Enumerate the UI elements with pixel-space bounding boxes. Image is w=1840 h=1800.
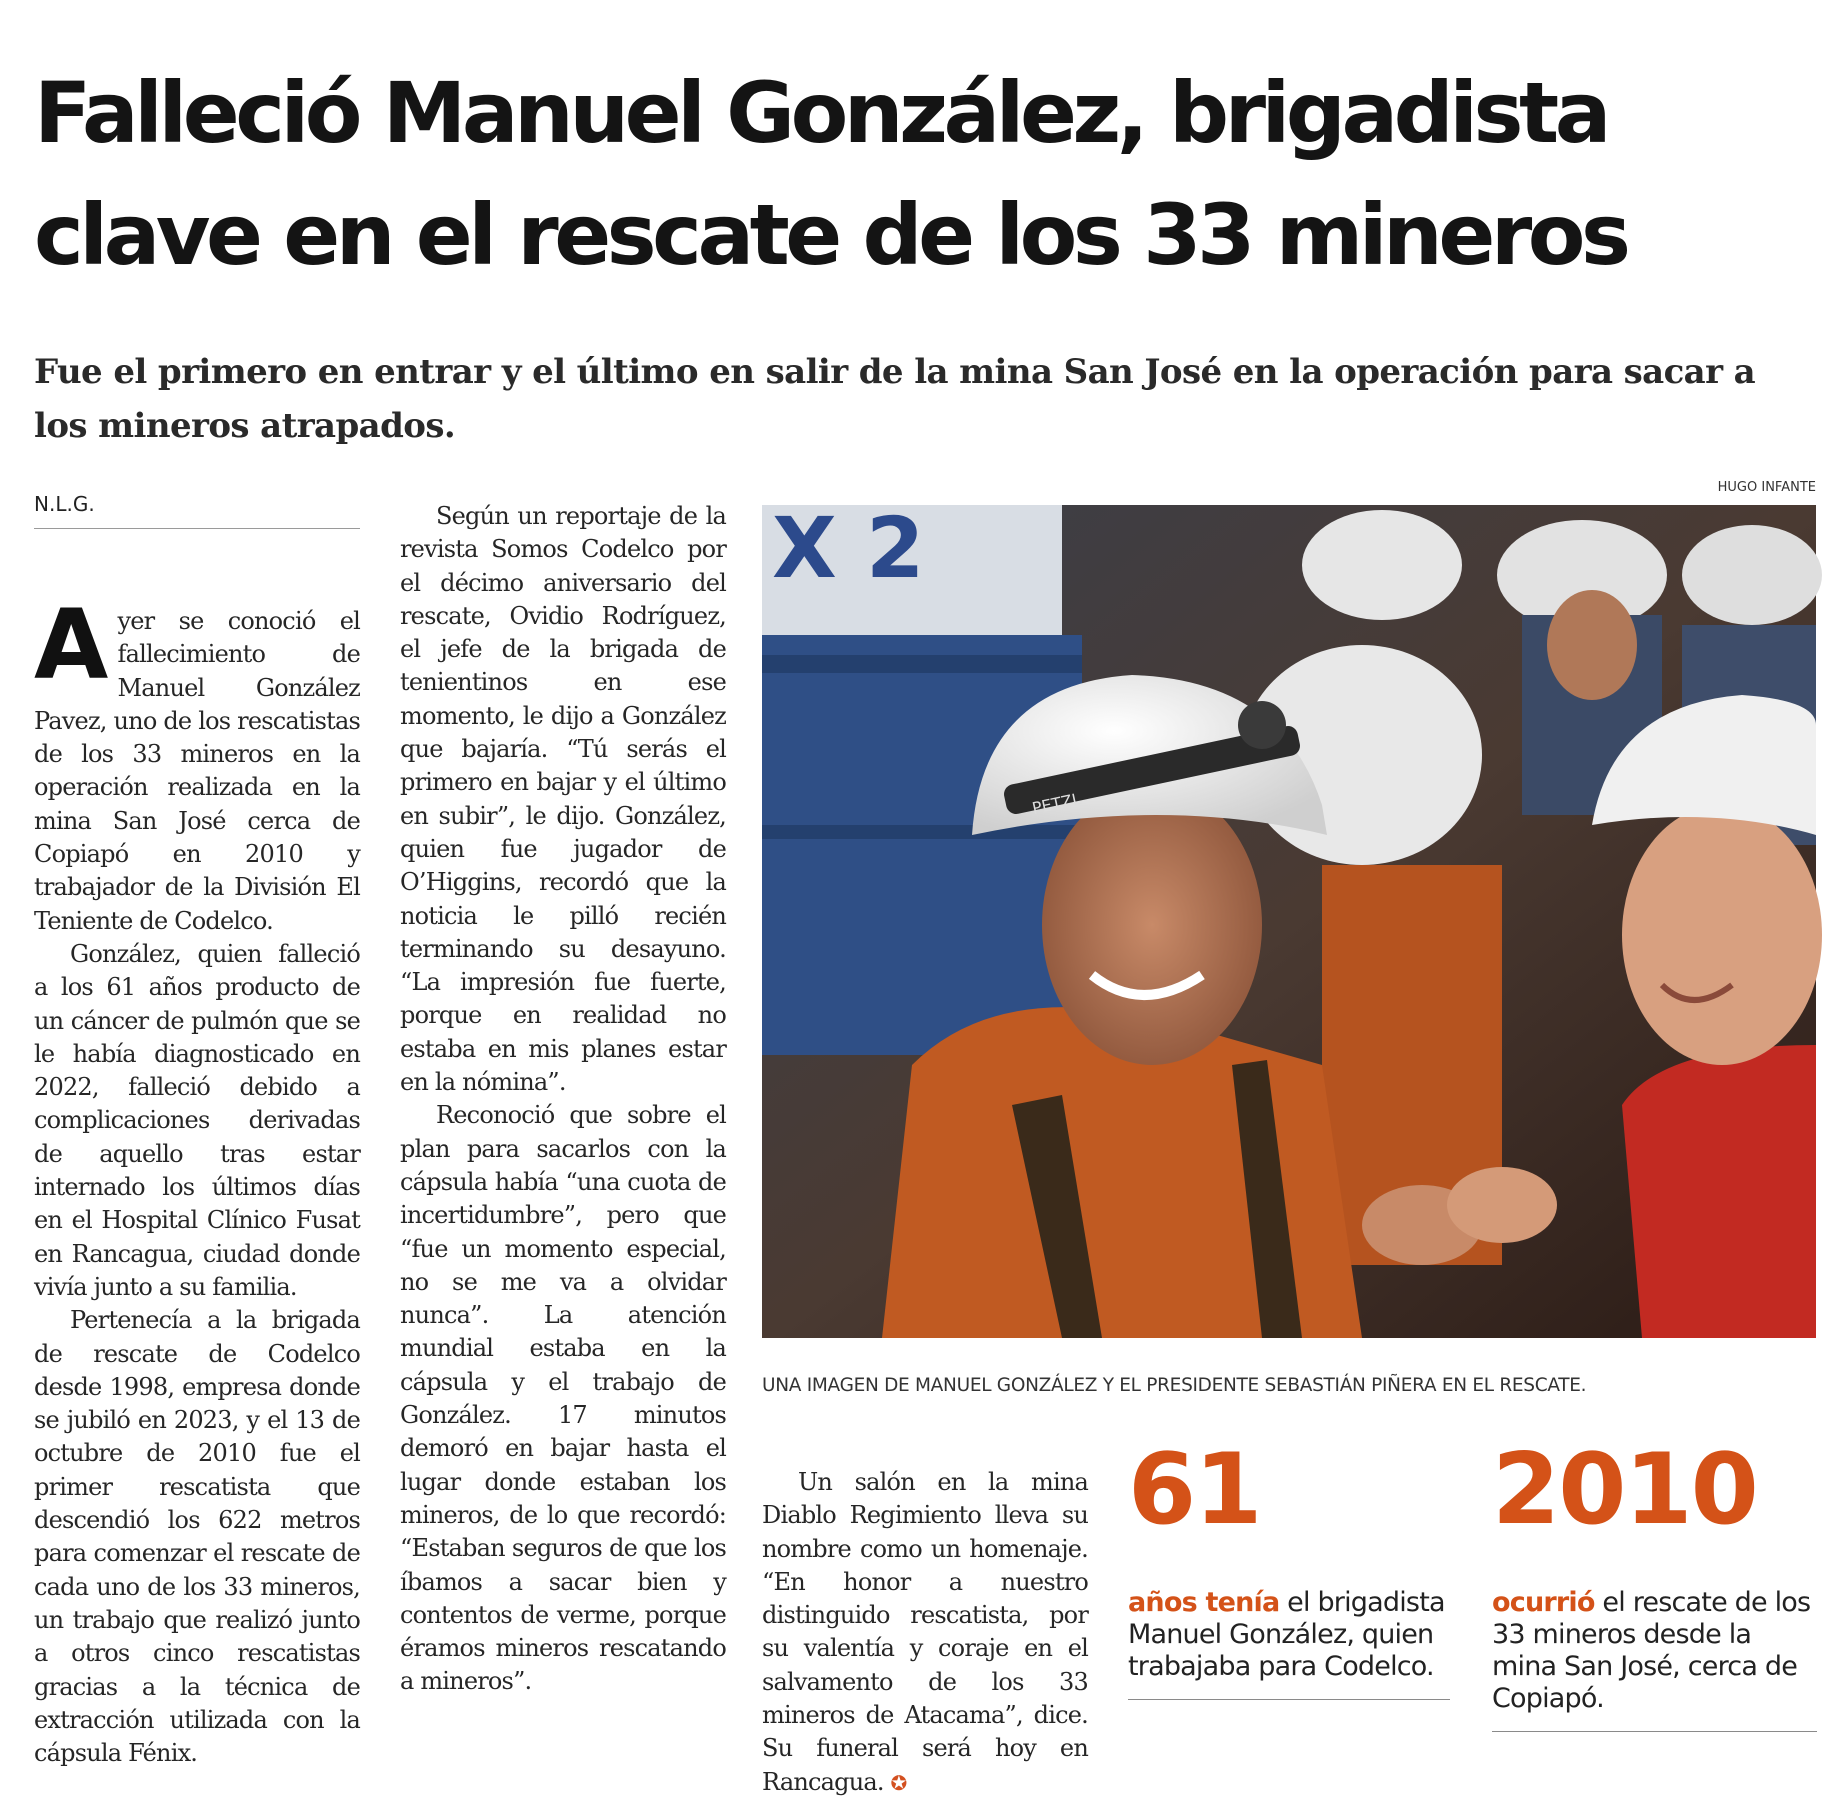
- article-column-1: [34, 589, 360, 1770]
- article-paragraph-6: [762, 1466, 1088, 1800]
- headline-line-1: Falleció Manuel González, brigadista: [34, 64, 1607, 162]
- stat-description: [1492, 1587, 1817, 1732]
- sign-text: X 2: [772, 499, 925, 597]
- photo-illustration: [762, 499, 1816, 1338]
- article-column-3: [762, 1466, 1088, 1800]
- stat-lead: años tenía: [1128, 1587, 1280, 1618]
- stat-number: 2010: [1492, 1433, 1757, 1547]
- article-photo: [762, 499, 1816, 1338]
- article-paragraph-3: Pertenecía a la brigada de rescate de Codelco desde 1998, empresa donde se jubiló en 2023, y el 13 de octubre de 2010 fue el primer rescatista que descendió los 622 metros para comenzar el rescate de cada uno de los 33 mineros, un trabajo que realizó junto a otros cinco rescatistas gracias a la técnica de extracción utilizada con la cápsula Fénix.: [34, 1306, 360, 1768]
- stat-number: 61: [1128, 1433, 1261, 1547]
- byline: N.L.G.: [34, 492, 360, 529]
- helmet-brand: PETZL: [1030, 789, 1083, 818]
- drop-cap: A: [34, 589, 108, 701]
- article-column-2: [400, 500, 726, 1699]
- photo-credit: HUGO INFANTE: [1717, 480, 1816, 495]
- headline-line-2: clave en el rescate de los 33 mineros: [34, 186, 1627, 284]
- end-mark-icon: ✪: [890, 1770, 907, 1795]
- paragraph-6-text: Un salón en la mina Diablo Regimiento lleva su nombre como un homenaje. “En honor a nuestro distinguido rescatista, por su valentía y coraje en el salvamento de los 33 mineros de Atacama”, dice. Su funeral será hoy en Rancagua.: [762, 1468, 1088, 1796]
- stat-description: [1128, 1587, 1450, 1700]
- subheadline: Fue el primero en entrar y el último en salir de la mina San José en la operación para sacar a los mineros atrapados.: [34, 352, 1756, 446]
- stat-body: el rescate de los 33 mineros desde la mina San José, cerca de Copiapó.: [1492, 1587, 1811, 1714]
- article-paragraph-5: Reconoció que sobre el plan para sacarlos con la cápsula había “una cuota de incertidumbre”, pero que “fue un momento especial, no se me va a olvidar nunca”. La atención mundial estaba en la cápsula y el trabajo de González. 17 minutos demoró en bajar hasta el lugar donde estaban los mineros, de lo que recordó: “Estaban seguros de que los íbamos a sacar bien y contentos de verme, porque éramos mineros rescatando a mineros”.: [400, 1101, 726, 1696]
- article-paragraph-2: González, quien falleció a los 61 años producto de un cáncer de pulmón que se le había diagnosticado en 2022, falleció debido a complicaciones derivadas de aquello tras estar internado los últimos días en el Hospital Clínico Fusat en Rancagua, ciudad donde vivía junto a su familia.: [34, 939, 360, 1301]
- paragraph-1-text: yer se conoció el fallecimiento de Manuel González Pavez, uno de los rescatistas de los 33 mineros en la operación realizada en la mina San José cerca de Copiapó en 2010 y trabajador de la División El Teniente de Codelco.: [34, 607, 360, 935]
- photo-caption: UNA IMAGEN DE MANUEL GONZÁLEZ Y EL PRESIDENTE SEBASTIÁN PIÑERA EN EL RESCATE.: [762, 1375, 1587, 1396]
- stat-box-age: [1128, 1435, 1450, 1700]
- stat-body: el brigadista Manuel González, quien trabajaba para Codelco.: [1128, 1587, 1445, 1682]
- stat-lead: ocurrió: [1492, 1587, 1595, 1618]
- article-paragraph-1: [34, 589, 360, 938]
- headline: [34, 52, 1824, 296]
- stat-box-year: [1492, 1435, 1817, 1732]
- article-paragraph-4: Según un reportaje de la revista Somos Codelco por el décimo aniversario del rescate, Ovidio Rodríguez, el jefe de la brigada de tenientinos en ese momento, le dijo a González que bajaría. “Tú serás el primero en bajar y el último en subir”, le dijo. González, quien fue jugador de O’Higgins, recordó que la noticia le pilló recién terminando su desayuno. “La impresión fue fuerte, porque en realidad no estaba en mis planes estar en la nómina”.: [400, 502, 726, 1097]
